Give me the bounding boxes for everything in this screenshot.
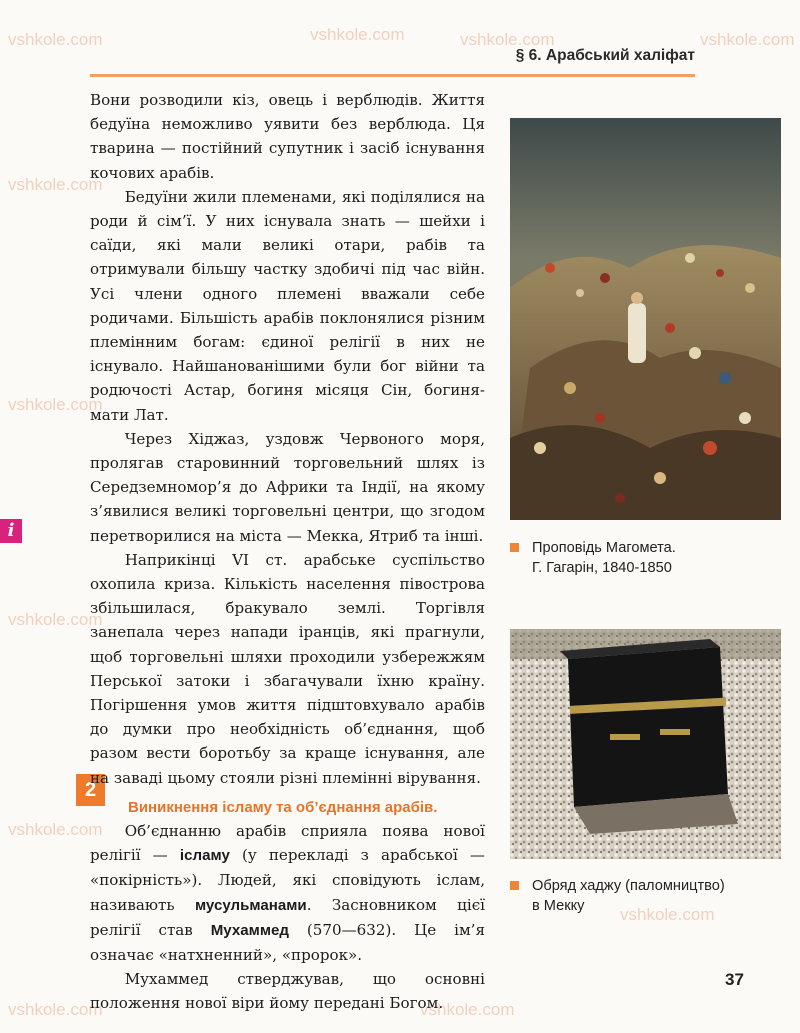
figure-caption xyxy=(510,876,780,916)
paragraph: Вони розводили кіз, овець і верблюдів. Життя бедуїна неможливо уявити без верблюда. Ця тварина — постійний супутник і засіб існування кочових арабів. xyxy=(90,91,485,182)
section-number-badge: 2 xyxy=(76,774,105,806)
paragraph: Наприкінці VI ст. арабське суспільство охопила криза. Кількість населення півострова збільшилася, бракувало землі. Торгівля занепала через напади іранців, які прагнули, щоб торговельні шляхи проходили узбережжям Перської затоки і збагачували їхню країну. Погіршення умов життя підштовхувало арабів до думки про необхідність об’єднання, щоб разом вести боротьбу за краще існування, але на заваді цьому стояли різні племінні вірування. xyxy=(90,550,485,787)
paragraph: Мухаммед стверджував, що основні положення нової віри йому передані Богом. xyxy=(90,970,485,1013)
watermark: vshkole.com xyxy=(8,820,103,839)
watermark: vshkole.com xyxy=(420,1000,515,1019)
watermark: vshkole.com xyxy=(8,175,103,194)
watermark: vshkole.com xyxy=(700,30,795,49)
text-run: Об’єднанню арабів сприяла поява нової релігії — xyxy=(90,821,485,865)
watermark: vshkole.com xyxy=(8,1000,103,1019)
text-run: (570—632). Це ім’я означає «натхненний», «пророк». xyxy=(90,920,485,964)
info-icon: i xyxy=(0,519,22,543)
page-number: 37 xyxy=(725,970,744,989)
caption-bullet xyxy=(510,881,519,890)
term-islam: ісламу xyxy=(179,847,230,865)
watermark: vshkole.com xyxy=(620,905,715,924)
watermark: vshkole.com xyxy=(8,610,103,629)
watermark: vshkole.com xyxy=(310,25,405,44)
text-run: (у перекладі з арабської — «покірність»). Людей, які сповідують іслам, називають xyxy=(90,846,485,914)
watermark: vshkole.com xyxy=(460,30,555,49)
chapter-title: § 6. Арабський халіфат xyxy=(515,47,695,64)
photo-image xyxy=(510,629,781,859)
watermark: vshkole.com xyxy=(8,395,103,414)
paragraph: Через Хіджаз, уздовж Червоного моря, пролягав старовинний торговельний шлях із Середземномор’я до Африки та Індії, на якому з’явилися великі торговельні центри, що згодом перетворилися на міста — Мекка, Ятриб та інші. xyxy=(90,429,485,545)
section-heading: Виникнення ісламу та об’єднання арабів. xyxy=(128,798,438,816)
paragraph: Бедуїни жили племенами, які поділялися на роди й сім’ї. У них існувала знать — шейхи і саїди, які мали великі отари, рабів та отримували більшу частку здобичі під час війн. Усі члени одного племені вважали себе родичами. Більшість арабів поклонялися різним племінним богам: єдиної релігії в них не існувало. Найшанованішими були бог війни та родючості Астар, богиня місяця Сін, богиня-мати Лат. xyxy=(90,187,485,424)
caption-bullet xyxy=(510,543,519,552)
main-text xyxy=(90,88,485,1016)
paragraph xyxy=(90,819,485,967)
caption-line: Проповідь Магомета. xyxy=(532,540,676,556)
figure-caption xyxy=(510,538,770,578)
term-muslims: мусульманами xyxy=(194,896,307,914)
caption-line: в Мекку xyxy=(532,898,585,914)
caption-line: Обряд хаджу (паломництво) xyxy=(532,878,725,894)
watermark: vshkole.com xyxy=(8,30,103,49)
painting-image xyxy=(510,118,781,520)
text-run: . Засновником цієї релігії став xyxy=(90,895,485,939)
caption-line: Г. Гагарін, 1840-1850 xyxy=(532,560,672,576)
term-muhammad: Мухаммед xyxy=(210,921,289,939)
page-header xyxy=(90,40,695,77)
